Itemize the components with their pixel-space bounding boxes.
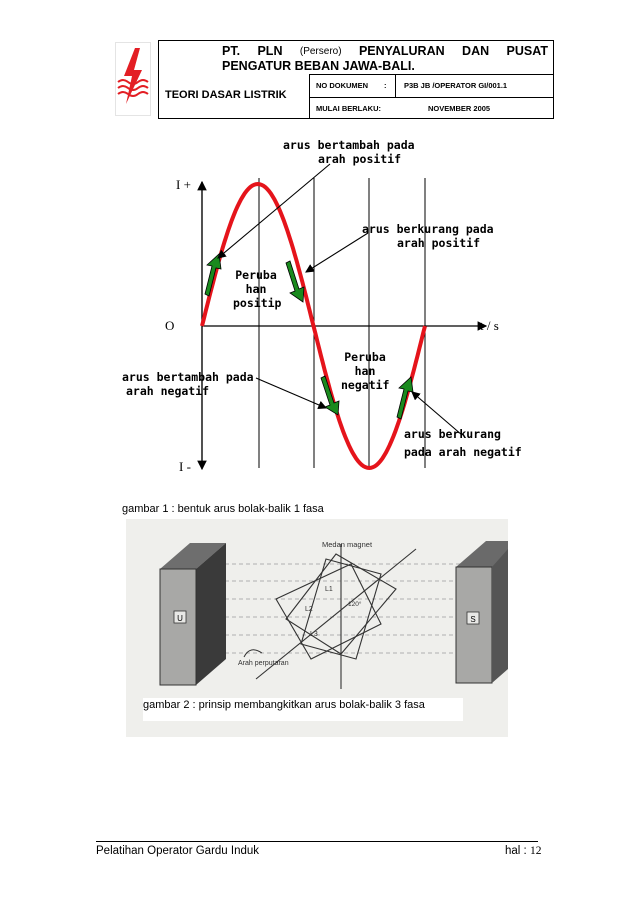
rotation-label: Arah perputaran: [238, 660, 289, 667]
figure1-caption: gambar 1 : bentuk arus bolak-balik 1 fasa: [122, 503, 324, 515]
axis-label-i-minus: I -: [179, 459, 191, 474]
page-number: [505, 845, 541, 857]
axis-label-time: t / s: [480, 318, 499, 333]
arrow-fall-neg: [321, 376, 339, 415]
annotation-line: arah positif: [397, 236, 481, 250]
annotation-change-positive: [233, 268, 282, 310]
axis-label-i-plus: I +: [176, 177, 191, 192]
annotation-line: positip: [233, 296, 282, 310]
company-word: DAN: [462, 44, 490, 58]
annotation-fall-negative: [404, 425, 522, 461]
page-label: hal :: [505, 845, 527, 857]
company-word: (Persero): [299, 46, 342, 57]
annotation-fall-positive: [362, 222, 494, 250]
doc-title: TEORI DASAR LISTRIK: [165, 89, 287, 101]
annotation-line: han: [245, 282, 267, 296]
annotation-line: arus bertambah pada: [122, 370, 254, 384]
l2-label: L2: [305, 606, 313, 613]
company-word: PUSAT: [506, 44, 548, 58]
angle-label: 120°: [348, 601, 362, 608]
l1-label: L1: [325, 586, 333, 593]
axis-label-origin: O: [165, 318, 175, 333]
l3-label: L3: [310, 631, 318, 638]
doc-no-value: P3B JB /OPERATOR GI/001.1: [404, 81, 508, 90]
pole-s-label: S: [470, 615, 476, 624]
company-word: PENYALURAN: [358, 44, 445, 58]
company-word: PLN: [257, 44, 283, 58]
annotation-line: arus berkurang: [404, 427, 501, 441]
annotation-line: negatif: [341, 378, 390, 392]
annotation-rise-negative: [122, 370, 254, 398]
footer-rule: [96, 841, 538, 842]
company-line-2: PENGATUR BEBAN JAWA-BALI.: [222, 59, 415, 73]
doc-no-label: NO DOKUMEN: [316, 81, 369, 90]
valid-label: MULAI BERLAKU:: [316, 104, 381, 113]
annotation-line: han: [354, 364, 376, 378]
annotation-rise-positive: [283, 138, 415, 166]
pole-u-label: U: [177, 614, 183, 623]
company-word: PT.: [222, 44, 241, 58]
annotation-line: arah positif: [318, 152, 402, 166]
figure2-caption: gambar 2 : prinsip membangkitkan arus bolak-balik 3 fasa: [143, 698, 463, 721]
arrow-rise-neg: [397, 377, 413, 419]
annotation-line: Peruba: [235, 268, 277, 282]
annotation-line: Peruba: [344, 350, 386, 364]
annotation-line: arus bertambah pada: [283, 138, 415, 152]
doc-no-colon: :: [384, 81, 387, 90]
page-num: 12: [529, 845, 542, 857]
magnet-pole-u: [160, 543, 226, 685]
annotation-change-negative: [341, 350, 389, 392]
field-label: Medan magnet: [322, 540, 373, 549]
valid-value: NOVEMBER 2005: [428, 104, 491, 113]
annotation-line: pada arah negatif: [404, 445, 522, 459]
annotation-line: arah negatif: [126, 384, 210, 398]
footer-title: Pelatihan Operator Gardu Induk: [96, 845, 260, 857]
magnet-pole-s: [456, 541, 508, 683]
annotation-line: arus berkurang pada: [362, 222, 494, 236]
